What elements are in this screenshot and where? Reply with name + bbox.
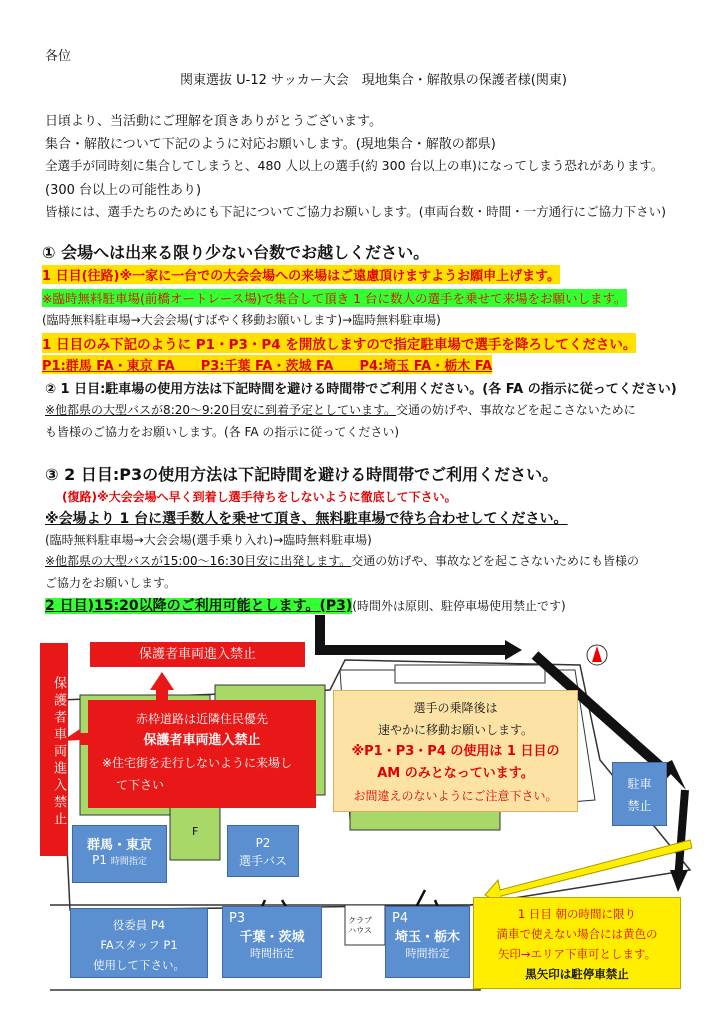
section3-note-2: ご協力をお願いします。 (45, 576, 177, 590)
section2-note-1b: 交通の妨げや、事故などを起こさないために (396, 403, 636, 417)
drop-off-notice-box (333, 690, 578, 812)
section3-line-4b: (時間外は原則、駐停車場使用禁止です) (352, 599, 566, 613)
parking-p1-time: 時間指定 (110, 857, 147, 867)
staff-line-3: 使用して下さい。 (93, 958, 185, 972)
club-house-line-2: ハウス (348, 926, 372, 935)
intro-line-4: (300 台以上の可能性あり) (45, 183, 202, 198)
section1-line-5: P1:群馬 FA・東京 FA P3:千葉 FA・茨城 FA P4:埼玉 FA・栃木 FA (42, 355, 492, 374)
yellow-notice-line-2: 満車で使えない場合には黄色の (496, 927, 658, 941)
parking-p1-label: 群馬・東京 (86, 838, 152, 853)
section1-line-3: (臨時無料駐車場→大会会場(すばやく移動お願いします)→臨時無料駐車場) (42, 313, 441, 327)
parking-p1-tag: P1 (92, 853, 108, 867)
section3-line-1: (復路)※大会会場へ早く到着し選手待ちをしないように徹底して下さい。 (62, 490, 457, 504)
drop-off-notice-line-1: 選手の乗降後は (413, 701, 498, 715)
neighbor-priority-box (88, 700, 316, 808)
staff-parking-box (70, 908, 208, 978)
section1-heading: ① 会場へは出来る限り少ない台数でお越しください。 (42, 243, 430, 262)
left-no-entry-banner: 保護者車両進入禁止 (40, 643, 68, 856)
parking-p2 (227, 825, 299, 877)
building-top (395, 665, 545, 683)
intro-line-1: 日頃より、当活動にご理解を頂きありがとうございます。 (45, 114, 382, 129)
neighbor-priority-line-3: ※住宅街を走行しないように来場し (102, 756, 293, 770)
section2-note-2: も皆様のご協力をお願いします。(各 FA の指示に従ってください) (45, 425, 400, 439)
yellow-arrow-notice (473, 897, 681, 989)
parking-p4-time: 時間指定 (405, 947, 450, 960)
section3-note-1b: 交通の妨げや、事故などを起こさないためにも皆様の (351, 554, 640, 568)
top-no-entry-banner: 保護者車両進入禁止 (90, 642, 305, 667)
staff-line-1: 役委員 P4 (112, 918, 166, 932)
parking-p3-label: 千葉・茨城 (239, 930, 305, 945)
section2-note-1a: ※他都県の大型バスが8:20〜9:20目安に到着予定としています。 (45, 403, 396, 417)
intro-line-5: 皆様には、選手たちのためにも下記についてご協力お願いします。(車両台数・時間・一方通行にご協力下さい) (45, 204, 667, 219)
parking-p4-label: 埼玉・栃木 (394, 930, 460, 945)
yellow-notice-line-4: 黒矢印は駐停車禁止 (525, 967, 629, 981)
yellow-notice-line-1: 1 日目 朝の時間に限り (517, 907, 637, 921)
no-parking-line-2: 禁止 (627, 799, 652, 813)
greeting: 各位 (45, 49, 72, 64)
parking-p1-info (73, 853, 166, 867)
parking-p3-time: 時間指定 (250, 947, 294, 960)
no-parking-line-1: 駐車 (627, 777, 652, 791)
drop-off-notice-line-5: お間違えのないようにご注意下さい。 (353, 789, 558, 803)
drop-off-notice-line-4: AM のみとなっています。 (377, 766, 534, 781)
section1-line-1: 1 日目(往路)※一家に一台での大会会場への来場はご遠慮頂けますようお願申上げます。 (42, 265, 560, 284)
parking-p2-label: P2 (255, 836, 271, 850)
parking-p2-sub: 選手バス (238, 854, 287, 868)
club-house-line-1: クラブ (348, 916, 372, 925)
section3-line-2: ※会場より 1 台に選手数人を乗せて頂き、無料駐車場で待ち合わせしてください。 (45, 511, 568, 527)
black-arrow-down-head (670, 870, 688, 892)
drop-off-notice-line-2: 速やかに移動お願いします。 (377, 723, 534, 737)
no-parking-box (612, 762, 667, 826)
neighbor-priority-line-1: 赤枠道路は近隣住民優先 (135, 712, 268, 726)
section1-line-2: ※臨時無料駐車場(前橋オートレース場)で集合して頂き 1 台に数人の選手を乗せて来場をお願いします。 (42, 291, 627, 306)
section1-line-4: 1 日目のみ下記のように P1・P3・P4 を開放しますので指定駐車場で選手を降ろしてください。 (42, 333, 636, 353)
section3-note-1a: ※他都県の大型バスが15:00〜16:30目安に出発します。 (45, 554, 352, 568)
intro-line-2: 集合・解散について下記のように対応お願いします。(現地集合・解散の都県) (45, 137, 496, 152)
field-label: F (192, 825, 199, 838)
section2-heading: ② 1 日目:駐車場の使用方法は下記時間を避ける時間帯でご利用ください。(各 FA の指示に従ってください) (45, 382, 677, 397)
neighbor-priority-line-2: 保護者車両進入禁止 (143, 733, 261, 748)
section3-heading: ③ 2 日目:P3の使用方法は下記時間を避ける時間帯でご利用ください。 (45, 465, 559, 484)
club-house-label (348, 916, 372, 936)
black-arrow-top-head (505, 640, 522, 660)
black-arrow-top (320, 615, 505, 650)
parking-p3-tag: P3 (229, 911, 246, 926)
parking-p1 (72, 825, 167, 883)
parking-p4 (385, 906, 470, 978)
drop-off-notice-line-3: ※P1・P3・P4 の使用は 1 日目の (351, 744, 560, 759)
intro-line-3: 全選手が同時刻に集合してしまうと、480 人以上の選手(約 300 台以上の車)になってしまう恐れがあります。 (45, 158, 664, 173)
parking-p4-tag: P4 (392, 911, 409, 926)
section3-line-4a: 2 日目)15:20以降のご利用可能とします。(P3) (45, 598, 353, 614)
section3-line-3: (臨時無料駐車場→大会会場(選手乗り入れ)→臨時無料駐車場) (45, 533, 372, 547)
staff-line-2: FAスタッフ P1 (100, 938, 178, 952)
neighbor-priority-line-4: て下さい (116, 778, 165, 792)
yellow-notice-line-3: 矢印→エリア下車可とします。 (497, 947, 657, 961)
parking-p3 (222, 906, 322, 978)
page-title: 関東選抜 U-12 サッカー大会 現地集合・解散県の保護者様(関東) (180, 73, 567, 88)
